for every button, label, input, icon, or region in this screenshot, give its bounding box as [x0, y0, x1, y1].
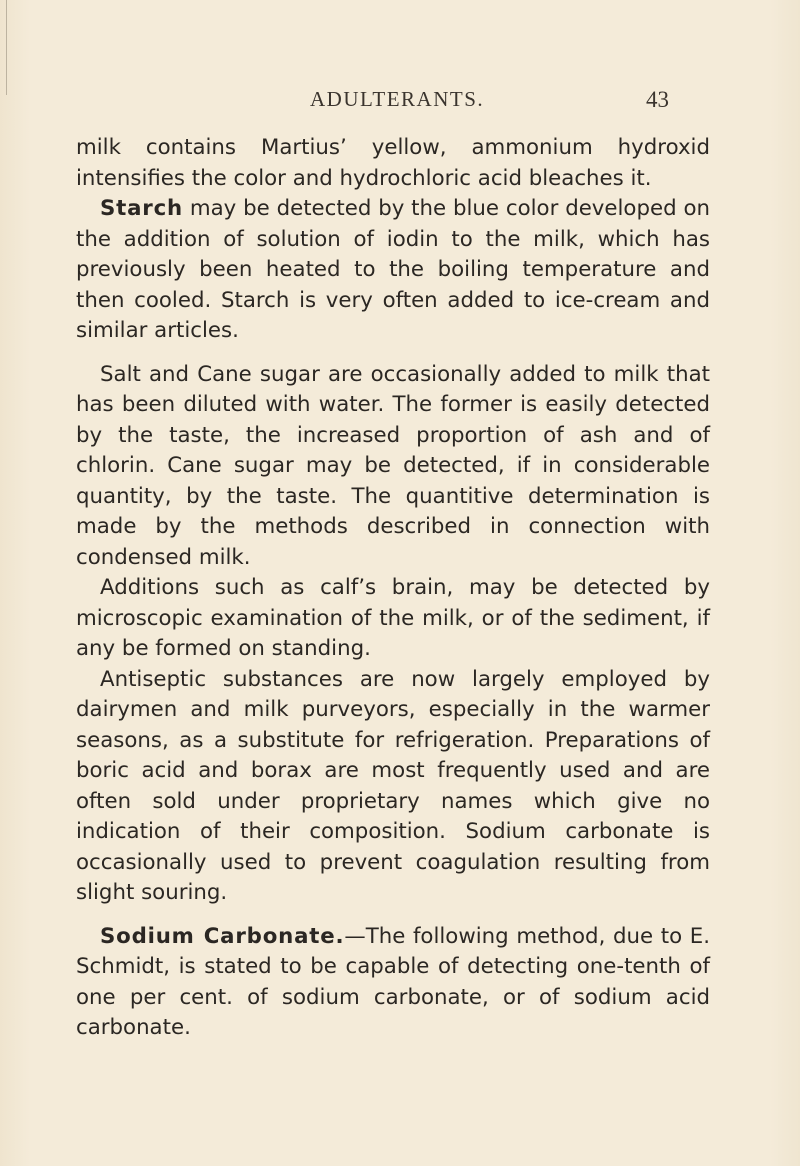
paragraph-lead-starch: Starch — [100, 196, 183, 221]
paragraph-text: —The following method, due to E. Schmidt, is stated to be capable of detecting one-tenth of one per cent. of sodium carbonate, or of sodium acid carbonate. — [76, 923, 710, 1040]
running-head — [0, 87, 800, 117]
paragraph-salt-cane-sugar — [76, 360, 710, 574]
paragraph-antiseptics — [76, 665, 710, 909]
paragraph-text: may be detected by the blue color developed on the addition of solution of iodin to the milk, which has previously been heated to the boiling temperature and then cooled. Starch is very often added to ice-cream and similar articles. — [76, 196, 710, 343]
paragraph-text: milk contains Martius’ yellow, ammonium hydroxid intensifies the color and hydrochloric acid bleaches it. — [76, 135, 710, 191]
paragraph-sodium-carbonate — [76, 922, 710, 1044]
body-text — [76, 133, 710, 1044]
page-edge-line — [6, 0, 7, 95]
paragraph-lead-sodium-carbonate: Sodium Carbonate. — [100, 923, 345, 949]
paragraph-milk-coloring — [76, 133, 710, 194]
paragraph-text: Additions such as calf’s brain, may be detected by microscopic examination of the milk, or of the sediment, if any be formed on standing. — [76, 575, 710, 661]
page-number: 43 — [646, 87, 669, 112]
paragraph-additions — [76, 573, 710, 665]
paragraph-text: Salt and Cane sugar are occasionally added to milk that has been diluted with water. The former is easily detected by the taste, the increased proportion of ash and of chlorin. Cane sugar may be detected, if in considerable quantity, by the taste. The quantitive determination is made by the methods described in connection with condensed milk. — [76, 361, 710, 570]
paragraph-starch — [76, 194, 710, 347]
running-title: ADULTERANTS. — [310, 87, 485, 111]
paragraph-text: Antiseptic substances are now largely employed by dairymen and milk purveyors, especially in the warmer seasons, as a substitute for refrigeration. Preparations of boric acid and borax are most frequently used and are often sold under proprietary names which give no indication of their composition. Sodium carbonate is occasionally used to prevent coagulation resulting from slight souring. — [76, 666, 710, 905]
